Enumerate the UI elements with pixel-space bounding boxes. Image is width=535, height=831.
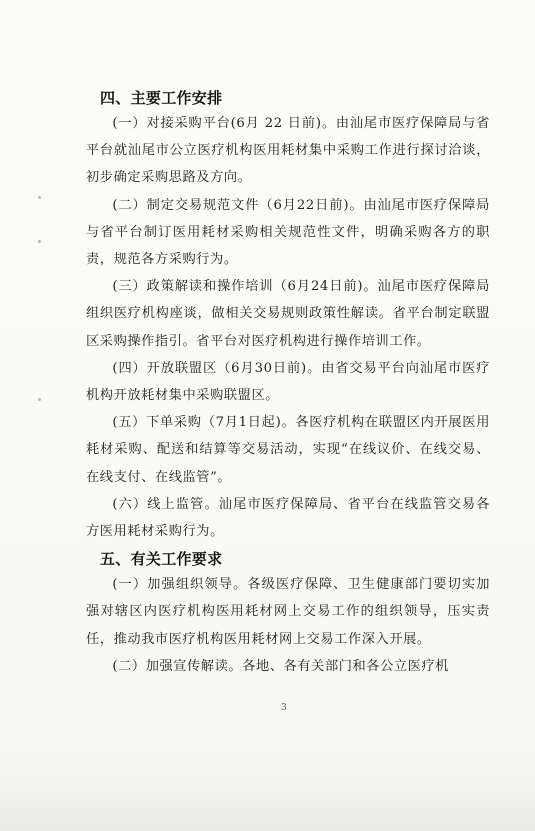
paragraph: (二）加强宣传解读。各地、各有关部门和各公立医疗机	[112, 658, 450, 674]
paragraph: (一）加强组织领导。各级医疗保障、卫生健康部门要切实加强对辖区内医疗机构医用耗材网上交易工作的组织领导，压实责任，推动我市医疗机构医用耗材网上交易工作深入开展。	[86, 577, 490, 647]
section-heading: 五、有关工作要求	[100, 550, 223, 569]
section-heading: 四、主要工作安排	[100, 89, 223, 107]
paragraph: (六）线上监管。汕尾市医疗保障局、省平台在线监管交易各方医用耗材采购行为。	[86, 496, 490, 540]
scan-margin-mark	[38, 196, 41, 199]
page-number: 3	[281, 703, 287, 713]
paragraph: (一）对接采购平台(6月 22 日前)。由汕尾市医疗保障局与省平台就汕尾市公立医疗机构医用耗材集中采购工作进行探讨洽谈，初步确定采购思路及方向。	[86, 116, 490, 186]
document-body	[86, 86, 490, 680]
paragraph: (四）开放联盟区（6月30日前)。由省交易平台向汕尾市医疗机构开放耗材集中采购联盟区。	[86, 360, 490, 404]
scan-margin-mark	[38, 240, 41, 243]
paragraph: (五）下单采购（7月1日起)。各医疗机构在联盟区内开展医用耗材采购、配送和结算等交易活动，实现“在线议价、在线交易、在线支付、在线监管”。	[86, 415, 490, 485]
paragraph: (二）制定交易规范文件（6月22日前)。由汕尾市医疗保障局与省平台制订医用耗材采购相关规范性文件，明确采购各方的职责，规范各方采购行为。	[86, 197, 490, 268]
scan-margin-mark	[38, 398, 41, 401]
scan-bottom-shade	[0, 770, 535, 831]
paragraph: (三）政策解读和操作培训（6月24日前)。汕尾市医疗保障局组织医疗机构座谈，做相关交易规则政策性解读。省平台制定联盟区采购操作指引。省平台对医疗机构进行操作培训工作。	[86, 279, 490, 349]
